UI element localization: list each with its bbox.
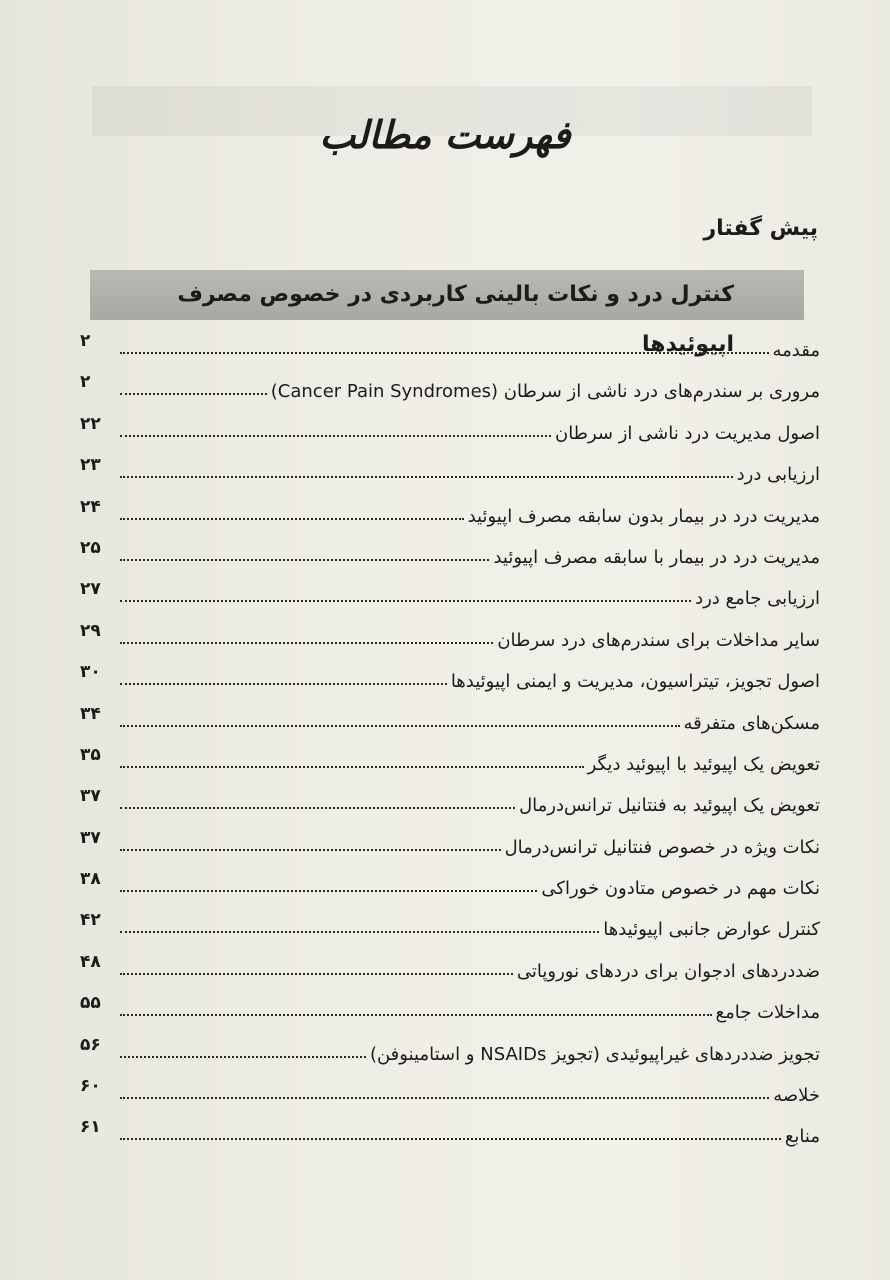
dot-leader <box>120 460 733 478</box>
toc-entry-page-number: ۳۴ <box>80 703 101 724</box>
toc-entry[interactable] <box>80 744 820 791</box>
toc-entry-title: خلاصه <box>773 1085 820 1107</box>
toc-entry-page-number: ۵۵ <box>80 993 101 1014</box>
toc-entry-page-number: ۲۲ <box>80 413 101 434</box>
toc-entry[interactable] <box>80 910 820 956</box>
toc-entry-title: نکات مهم در خصوص متادون خوراکی <box>541 878 820 900</box>
dot-leader <box>120 998 712 1016</box>
toc-entry-title: کنترل عوارض جانبی اپیوئیدها <box>603 919 820 941</box>
dot-leader <box>120 1081 769 1099</box>
toc-entry-title: ضددردهای ادجوان برای دردهای نوروپاتی <box>516 960 820 982</box>
dot-leader <box>120 626 493 644</box>
toc-entry-title: مسکن‌های متفرقه <box>683 712 820 734</box>
toc-entry-page-number: ۲ <box>80 372 91 393</box>
toc-entry-title: منابع <box>784 1126 820 1148</box>
toc-entry[interactable] <box>80 1034 820 1081</box>
dot-leader <box>120 543 489 561</box>
toc-entry[interactable] <box>80 662 820 708</box>
toc-entry-title: مدیریت درد در بیمار بدون سابقه مصرف اپیوئید <box>467 505 820 527</box>
toc-entry[interactable] <box>80 620 820 667</box>
toc-list <box>80 331 820 1164</box>
toc-entry-title: تعویض یک اپیوئید به فنتانیل ترانس‌درمال <box>519 795 820 817</box>
toc-entry-page-number: ۳۷ <box>80 827 101 848</box>
toc-entry-page-number: ۳۰ <box>80 662 101 683</box>
toc-entry-page-number: ۳۷ <box>80 786 101 807</box>
toc-entry-page-number: ۲۷ <box>80 579 101 600</box>
toc-entry-page-number: ۲۴ <box>80 496 101 517</box>
toc-entry-page-number: ۶۰ <box>80 1076 101 1097</box>
dot-leader <box>120 1122 781 1140</box>
toc-entry[interactable] <box>80 1076 820 1122</box>
toc-entry[interactable] <box>80 331 820 377</box>
dot-leader <box>120 377 267 395</box>
dot-leader <box>120 833 501 851</box>
toc-entry[interactable] <box>80 413 820 460</box>
toc-entry-title: مداخلات جامع <box>715 1002 820 1024</box>
dot-leader <box>120 709 680 727</box>
toc-entry-page-number: ۲۹ <box>80 620 101 641</box>
toc-entry-title: مروری بر سندرم‌های درد ناشی از سرطان (Cancer Pain Syndromes) <box>270 381 820 403</box>
toc-entry[interactable] <box>80 537 820 584</box>
toc-entry[interactable] <box>80 496 820 543</box>
dot-leader <box>120 584 691 602</box>
toc-entry[interactable] <box>80 951 820 998</box>
dot-leader <box>120 667 447 685</box>
toc-entry[interactable] <box>80 372 820 418</box>
section-header: کنترل درد و نکات بالینی کاربردی در خصوص مصرف اپیوئیدها <box>90 270 804 320</box>
toc-entry-page-number: ۴۸ <box>80 951 101 972</box>
toc-entry[interactable] <box>80 869 820 915</box>
toc-entry-title: مدیریت درد در بیمار با سابقه مصرف اپیوئید <box>493 546 820 568</box>
dot-leader <box>120 874 537 892</box>
toc-entry[interactable] <box>80 827 820 874</box>
dot-leader <box>120 915 599 933</box>
toc-entry[interactable] <box>80 993 820 1039</box>
toc-entry-title: مقدمه <box>772 340 820 361</box>
preface-heading: پیش گفتار <box>703 216 818 241</box>
toc-entry-title: اصول تجویز، تیتراسیون، مدیریت و ایمنی اپیوئیدها <box>450 671 820 693</box>
dot-leader <box>120 750 584 768</box>
toc-entry-page-number: ۲۵ <box>80 537 101 558</box>
dot-leader <box>120 791 515 809</box>
toc-entry-title: ارزیابی درد <box>736 464 820 486</box>
page-title: فهرست مطالب <box>319 112 571 157</box>
toc-entry-page-number: ۲۳ <box>80 455 101 476</box>
toc-entry-page-number: ۶۱ <box>80 1117 101 1138</box>
toc-entry-page-number: ۳۸ <box>80 869 101 890</box>
toc-entry-title: تجویز ضددردهای غیراپیوئیدی (تجویز NSAIDs و استامینوفن) <box>369 1043 820 1065</box>
dot-leader <box>120 419 551 437</box>
toc-entry[interactable] <box>80 786 820 832</box>
dot-leader <box>120 502 464 520</box>
toc-entry-page-number: ۲ <box>80 331 91 351</box>
toc-entry-page-number: ۴۲ <box>80 910 101 931</box>
toc-entry[interactable] <box>80 455 820 501</box>
dot-leader <box>120 1040 366 1058</box>
toc-entry-page-number: ۳۵ <box>80 744 101 765</box>
toc-entry-title: ارزیابی جامع درد <box>695 588 820 610</box>
toc-entry-title: اصول مدیریت درد ناشی از سرطان <box>554 422 820 444</box>
toc-entry[interactable] <box>80 1117 820 1163</box>
toc-entry-title: تعویض یک اپیوئید با اپیوئید دیگر <box>587 753 820 775</box>
toc-entry-title: نکات ویژه در خصوص فنتانیل ترانس‌درمال <box>504 836 820 858</box>
toc-entry-title: سایر مداخلات برای سندرم‌های درد سرطان <box>497 629 820 651</box>
toc-entry[interactable] <box>80 703 820 750</box>
toc-entry[interactable] <box>80 579 820 625</box>
dot-leader <box>120 957 513 975</box>
dot-leader <box>120 336 769 354</box>
toc-entry-page-number: ۵۶ <box>80 1034 101 1055</box>
